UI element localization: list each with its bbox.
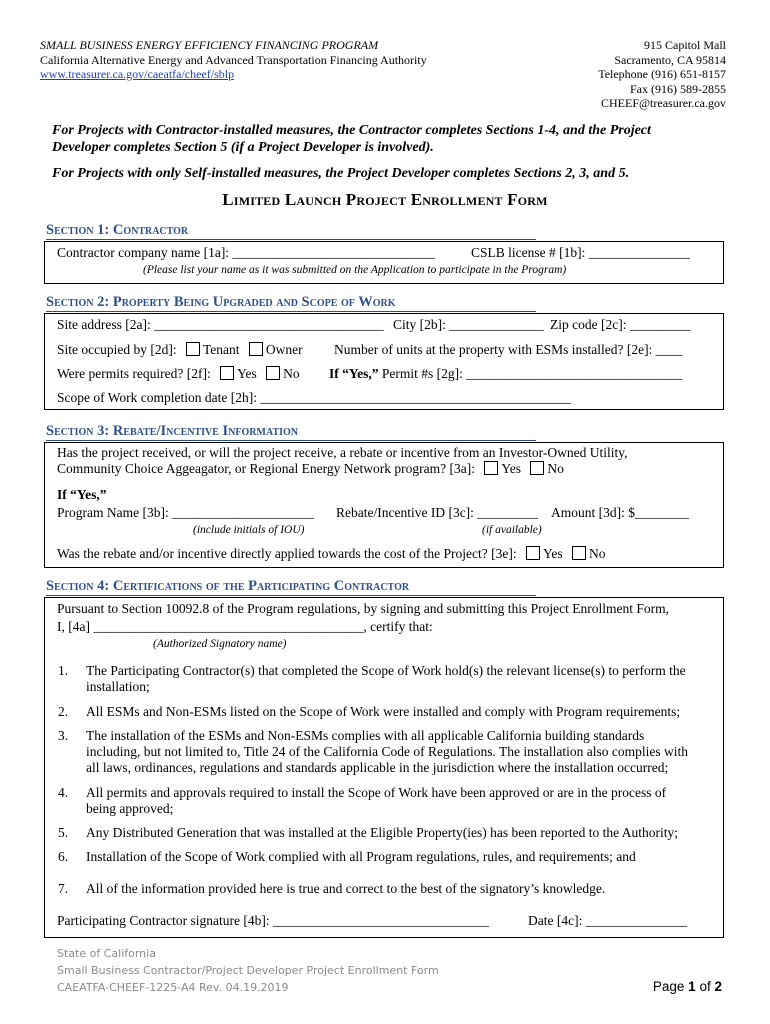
section-2-rule <box>46 311 536 312</box>
section-3-heading: Section 3: Rebate/Incentive Information <box>46 423 299 439</box>
item-number: 3. <box>58 728 69 743</box>
item-1-line-1: The Participating Contractor(s) that completed the Scope of Work hold(s) the relevant license(s) to perform the <box>86 663 686 678</box>
section-4-rule <box>46 595 536 596</box>
cslb-license-field[interactable]: CSLB license # [1b]: _______________ <box>471 245 690 260</box>
item-number: 7. <box>58 881 69 896</box>
item-4-line-1: All permits and approvals required to install the Scope of Work have been approved or are in the process of <box>86 785 667 800</box>
item-6-line-1: Installation of the Scope of Work complied with all Program regulations, rules, and requirements; and <box>86 849 636 864</box>
address-line-2: Sacramento, CA 95814 <box>614 52 726 67</box>
rebate-yes-label: Yes <box>501 461 522 476</box>
certification-intro-line-1: Pursuant to Section 10092.8 of the Program regulations, by signing and submitting this Project Enrollment Form, <box>57 601 669 616</box>
telephone: Telephone (916) 651-8157 <box>598 67 726 81</box>
city-field[interactable]: City [2b]: ______________ <box>393 317 544 332</box>
owner-checkbox[interactable] <box>249 342 263 356</box>
page-total: 2 <box>714 979 722 994</box>
contractor-signature-field[interactable]: Participating Contractor signature [4b]: ________________________________ <box>57 913 489 928</box>
applied-no-checkbox[interactable] <box>572 546 586 560</box>
item-5-line-1: Any Distributed Generation that was installed at the Eligible Property(ies) has been reported to the Authority; <box>86 825 678 840</box>
fax: Fax (916) 589-2855 <box>630 81 726 96</box>
availability-note: (if available) <box>482 524 542 536</box>
rebate-id-field[interactable]: Rebate/Incentive ID [3c]: _________ <box>336 505 539 520</box>
applied-question: Was the rebate and/or incentive directly applied towards the cost of the Project? [3e]: <box>57 546 517 561</box>
intro-line-3: For Projects with only Self-installed measures, the Project Developer completes Sections 2, 3, and 5. <box>52 166 630 181</box>
section-2-heading: Section 2: Property Being Upgraded and Scope of Work <box>46 294 396 310</box>
permits-label: Were permits required? [2f]: <box>57 366 211 381</box>
applied-question-row <box>57 546 606 562</box>
certify-text: , certify that: <box>363 619 433 634</box>
rebate-yes-checkbox[interactable] <box>484 461 498 475</box>
rebate-question-line-1: Has the project received, or will the project receive, a rebate or incentive from an Investor-Owned Utility, <box>57 445 628 460</box>
page-current: 1 <box>688 979 696 994</box>
site-occupied-row <box>57 342 303 358</box>
item-7-line-1: All of the information provided here is true and correct to the best of the signatory’s knowledge. <box>86 881 606 896</box>
rebate-no-label: No <box>547 461 564 476</box>
program-name: SMALL BUSINESS ENERGY EFFICIENCY FINANCING PROGRAM <box>40 38 379 52</box>
footer-form-id: CAEATFA-CHEEF-1225-A4 Rev. 04.19.2019 <box>57 981 289 994</box>
site-address-field[interactable]: Site address [2a]: __________________________________ <box>57 317 384 332</box>
amount-field[interactable]: Amount [3d]: $________ <box>551 505 689 520</box>
email: CHEEF@treasurer.ca.gov <box>600 96 726 110</box>
authority-name: California Alternative Energy and Advanced Transportation Financing Authority <box>40 52 427 67</box>
permits-row <box>57 366 300 382</box>
date-field[interactable]: Date [4c]: _______________ <box>528 913 687 928</box>
section-1-rule <box>46 239 536 240</box>
site-occupied-label: Site occupied by [2d]: <box>57 342 177 357</box>
item-number: 5. <box>58 825 69 840</box>
units-field[interactable]: Number of units at the property with ESMs installed? [2e]: ____ <box>334 342 683 357</box>
section-1-note: (Please list your name as it was submitted on the Application to participate in the Program) <box>143 264 567 276</box>
address-line-1: 915 Capitol Mall <box>644 38 726 52</box>
intro-line-1: For Projects with Contractor-installed measures, the Contractor completes Sections 1-4, and the Project <box>52 123 651 138</box>
applied-no-label: No <box>589 546 606 561</box>
item-1-line-2: installation; <box>86 679 150 694</box>
page-number <box>653 979 722 994</box>
permits-no-checkbox[interactable] <box>266 366 280 380</box>
item-4-line-2: being approved; <box>86 801 174 816</box>
header-left <box>40 38 427 82</box>
permits-yes-label: Yes <box>237 366 257 381</box>
item-2-line-1: All ESMs and Non-ESMs listed on the Scope of Work were installed and comply with Program requirements; <box>86 704 681 719</box>
tenant-label: Tenant <box>202 342 240 357</box>
rebate-question-line-2: Community Choice Aggeagator, or Regional Energy Network program? [3a]: <box>57 461 475 476</box>
intro-line-2: Developer completes Section 5 (if a Project Developer is involved). <box>52 140 434 155</box>
zip-field[interactable]: Zip code [2c]: _________ <box>550 317 691 332</box>
item-number: 2. <box>58 704 69 719</box>
permits-yes-checkbox[interactable] <box>220 366 234 380</box>
program-name-field[interactable]: Program Name [3b]: _____________________ <box>57 505 314 520</box>
item-number: 1. <box>58 663 69 678</box>
certification-intro-row <box>57 619 433 635</box>
completion-date-field[interactable]: Scope of Work completion date [2h]: ______________________________________________ <box>57 390 571 405</box>
header-contact <box>598 38 726 111</box>
permit-numbers-field[interactable]: Permit #s [2g]: ________________________________ <box>378 366 683 381</box>
tenant-checkbox[interactable] <box>186 342 200 356</box>
iou-note: (include initials of IOU) <box>193 524 305 536</box>
item-3-line-3: all laws, ordinances, regulations and standards applicable in the jurisdiction where the installation occurred; <box>86 760 669 775</box>
item-number: 6. <box>58 849 69 864</box>
rebate-question-row <box>57 461 564 477</box>
item-3-line-1: The installation of the ESMs and Non-ESMs complies with all applicable California building standards <box>86 728 645 743</box>
section-1-heading: Section 1: Contractor <box>46 222 189 238</box>
footer-state: State of California <box>57 947 156 960</box>
section-4-heading: Section 4: Certifications of the Participating Contractor <box>46 578 410 594</box>
page-word: Page <box>652 979 685 994</box>
item-3-line-2: including, but not limited to, Title 24 of the California Code of Regulations. The installation also complies with <box>86 744 688 759</box>
footer-form-name: Small Business Contractor/Project Developer Project Enrollment Form <box>57 964 439 977</box>
form-title: Limited Launch Project Enrollment Form <box>222 190 548 209</box>
permit-numbers-row <box>329 366 682 382</box>
of-word: of <box>699 979 711 994</box>
company-name-field[interactable]: Contractor company name [1a]: ______________________________ <box>57 245 435 260</box>
program-url-link[interactable]: www.treasurer.ca.gov/caeatfa/cheef/sblp <box>40 67 235 81</box>
permits-no-label: No <box>283 366 300 381</box>
section-3-rule <box>46 440 536 441</box>
rebate-if-yes-label: If “Yes,” <box>57 487 107 502</box>
owner-label: Owner <box>265 342 303 357</box>
signatory-name-field[interactable]: I, [4a] ________________________________________ <box>57 619 364 634</box>
rebate-no-checkbox[interactable] <box>530 461 544 475</box>
signatory-note: (Authorized Signatory name) <box>153 638 287 650</box>
permit-if-yes-label: If “Yes,” <box>329 366 379 381</box>
item-number: 4. <box>58 785 69 800</box>
applied-yes-checkbox[interactable] <box>526 546 540 560</box>
applied-yes-label: Yes <box>543 546 563 561</box>
